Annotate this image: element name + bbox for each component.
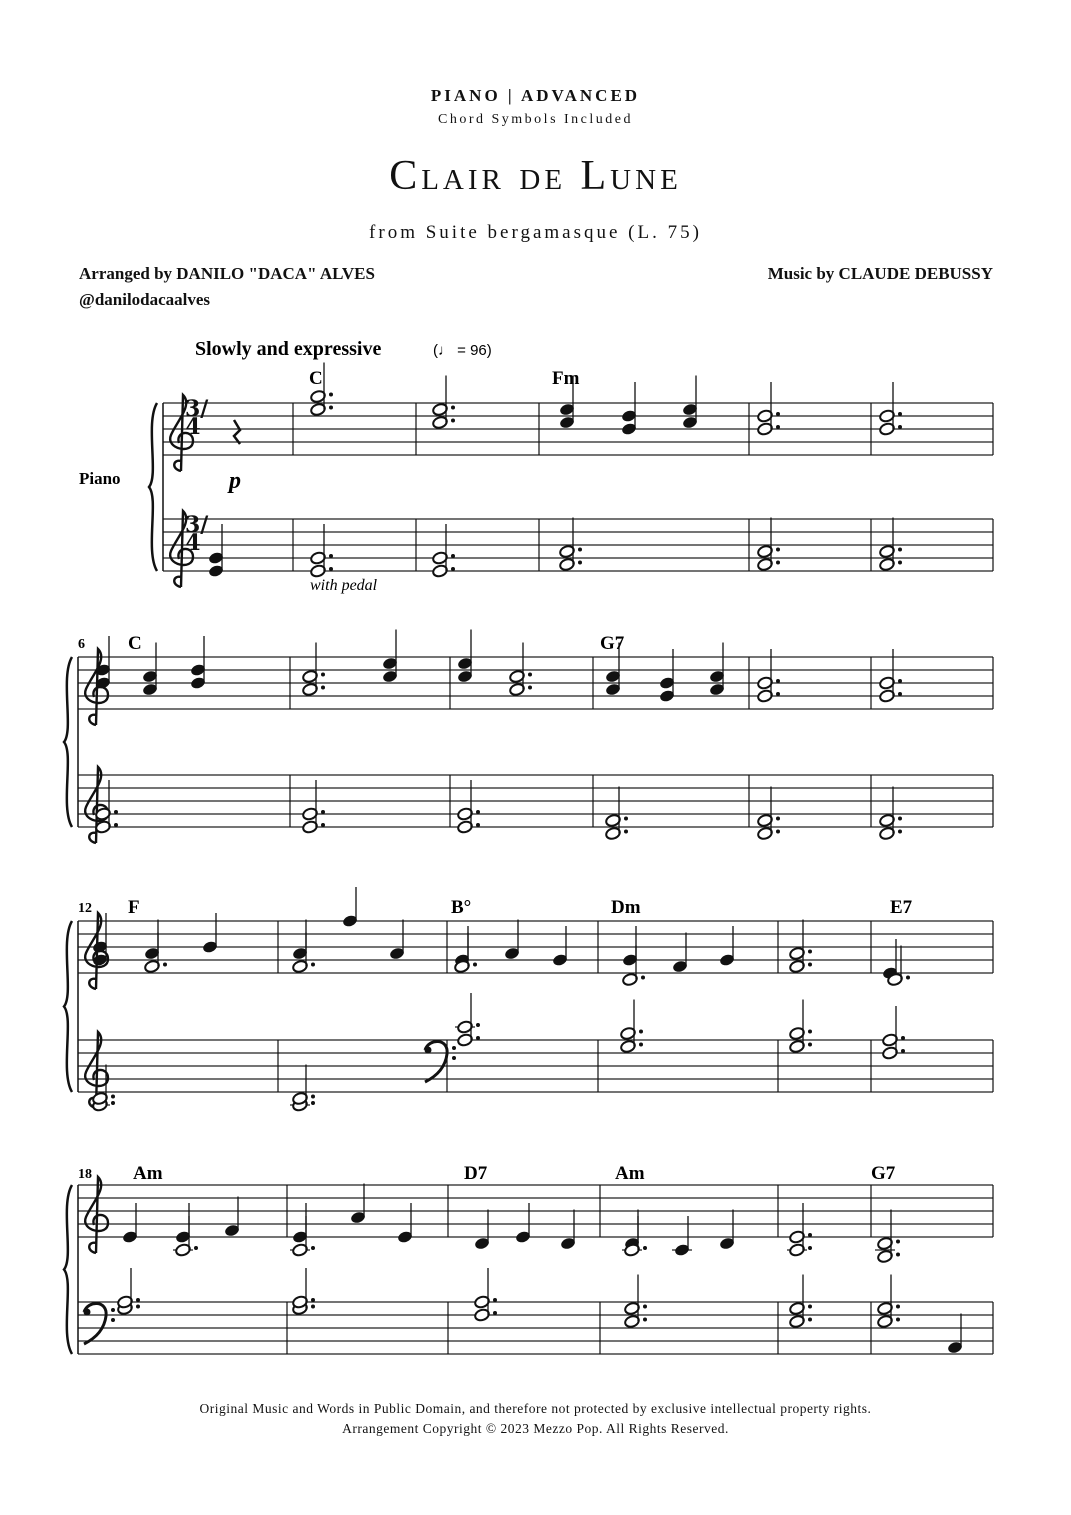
brace-icon: [64, 657, 72, 827]
augmentation-dot: [451, 406, 455, 410]
augmentation-dot: [311, 1305, 315, 1309]
augmentation-dot: [311, 963, 315, 967]
augmentation-dot: [111, 1101, 115, 1105]
quarter-rest-icon: [234, 420, 240, 444]
measure-number: 12: [78, 901, 92, 916]
augmentation-dot: [643, 1305, 647, 1309]
augmentation-dot: [898, 425, 902, 429]
chord-symbol: Am: [615, 1163, 645, 1184]
page-title: Clair de Lune: [389, 153, 682, 199]
tempo-text: Slowly and expressive: [195, 338, 382, 360]
augmentation-dot: [451, 554, 455, 558]
augmentation-dot: [808, 1318, 812, 1322]
chord-symbol: Dm: [611, 897, 641, 918]
augmentation-dot: [776, 692, 780, 696]
chord-symbol: D7: [464, 1163, 488, 1184]
augmentation-dot: [808, 1233, 812, 1237]
augmentation-dot: [776, 817, 780, 821]
bass-clef-dot: [452, 1056, 456, 1060]
augmentation-dot: [493, 1298, 497, 1302]
augmentation-dot: [898, 412, 902, 416]
brace-icon: [64, 921, 72, 1092]
footer-copyright: Arrangement Copyright © 2023 Mezzo Pop. All Rights Reserved.: [342, 1421, 729, 1436]
augmentation-dot: [528, 686, 532, 690]
augmentation-dot: [776, 412, 780, 416]
augmentation-dot: [898, 817, 902, 821]
chord-symbol: B°: [451, 897, 472, 918]
augmentation-dot: [808, 1043, 812, 1047]
bass-clef-dot: [111, 1318, 115, 1322]
augmentation-dot: [896, 1240, 900, 1244]
augmentation-dot: [493, 1311, 497, 1315]
augmentation-dot: [776, 548, 780, 552]
augmentation-dot: [329, 406, 333, 410]
augmentation-dot: [898, 548, 902, 552]
chord-symbol: C: [128, 633, 142, 654]
augmentation-dot: [641, 976, 645, 980]
augmentation-dot: [311, 1101, 315, 1105]
chord-symbol: G7: [871, 1163, 896, 1184]
augmentation-dot: [808, 1030, 812, 1034]
chord-symbol: G7: [600, 633, 625, 654]
measure-number: 6: [78, 637, 85, 652]
augmentation-dot: [528, 673, 532, 677]
augmentation-dot: [808, 1305, 812, 1309]
augmentation-dot: [896, 1253, 900, 1257]
arranger-credit: Arranged by DANILO "DACA" ALVES: [79, 264, 375, 283]
augmentation-dot: [111, 1095, 115, 1099]
augmentation-dot: [321, 810, 325, 814]
augmentation-dot: [896, 1318, 900, 1322]
augmentation-dot: [451, 419, 455, 423]
augmentation-dot: [776, 425, 780, 429]
augmentation-dot: [136, 1305, 140, 1309]
augmentation-dot: [329, 567, 333, 571]
augmentation-dot: [643, 1246, 647, 1250]
augmentation-dot: [114, 810, 118, 814]
chord-symbols-note: Chord Symbols Included: [438, 112, 633, 127]
augmentation-dot: [624, 817, 628, 821]
augmentation-dot: [901, 1036, 905, 1040]
instrument-name: Piano: [79, 469, 121, 488]
augmentation-dot: [194, 1246, 198, 1250]
augmentation-dot: [643, 1318, 647, 1322]
augmentation-dot: [901, 1049, 905, 1053]
chord-symbol: F: [128, 897, 140, 918]
augmentation-dot: [808, 950, 812, 954]
augmentation-dot: [163, 963, 167, 967]
augmentation-dot: [906, 976, 910, 980]
measure-number: 18: [78, 1167, 92, 1182]
augmentation-dot: [639, 1043, 643, 1047]
augmentation-dot: [329, 554, 333, 558]
augmentation-dot: [476, 810, 480, 814]
augmentation-dot: [321, 823, 325, 827]
bass-clef-dot: [84, 1309, 91, 1316]
augmentation-dot: [136, 1298, 140, 1302]
augmentation-dot: [776, 830, 780, 834]
chord-symbol: Fm: [552, 368, 580, 389]
chord-symbol: E7: [890, 897, 913, 918]
augmentation-dot: [808, 963, 812, 967]
brace-icon: [149, 403, 157, 571]
augmentation-dot: [476, 1023, 480, 1027]
augmentation-dot: [311, 1095, 315, 1099]
bass-clef-dot: [111, 1308, 115, 1312]
augmentation-dot: [321, 686, 325, 690]
time-signature-bass: 3/4: [185, 512, 209, 556]
augmentation-dot: [776, 561, 780, 565]
brace-icon: [64, 1185, 72, 1354]
augmentation-dot: [114, 823, 118, 827]
augmentation-dot: [898, 679, 902, 683]
augmentation-dot: [578, 548, 582, 552]
augmentation-dot: [311, 1298, 315, 1302]
augmentation-dot: [578, 561, 582, 565]
augmentation-dot: [896, 1305, 900, 1309]
augmentation-dot: [639, 1030, 643, 1034]
augmentation-dot: [808, 1246, 812, 1250]
bass-clef-dot: [425, 1047, 432, 1054]
augmentation-dot: [898, 692, 902, 696]
chord-symbol: C: [309, 368, 323, 389]
augmentation-dot: [321, 673, 325, 677]
augmentation-dot: [776, 679, 780, 683]
difficulty-level: PIANO | ADVANCED: [430, 86, 641, 105]
footer-public-domain: Original Music and Words in Public Domain, and therefore not protected by exclusive intellectual property rights.: [199, 1401, 872, 1416]
subtitle: from Suite bergamasque (L. 75): [369, 222, 702, 243]
arranger-handle: @danilodacaalves: [79, 290, 211, 309]
composer-credit: Music by CLAUDE DEBUSSY: [767, 264, 993, 283]
bass-clef-dot: [452, 1046, 456, 1050]
augmentation-dot: [311, 1246, 315, 1250]
augmentation-dot: [329, 393, 333, 397]
augmentation-dot: [473, 963, 477, 967]
chord-symbol: Am: [133, 1163, 163, 1184]
metronome-mark: (♩ = 96): [433, 342, 492, 359]
treble-clef-icon: [85, 1177, 108, 1253]
augmentation-dot: [898, 561, 902, 565]
pedal-instruction: with pedal: [310, 577, 378, 594]
augmentation-dot: [624, 830, 628, 834]
dynamic-piano: p: [229, 468, 241, 494]
augmentation-dot: [898, 830, 902, 834]
augmentation-dot: [451, 567, 455, 571]
augmentation-dot: [476, 1036, 480, 1040]
time-signature-treble: 3/4: [185, 396, 209, 440]
augmentation-dot: [476, 823, 480, 827]
